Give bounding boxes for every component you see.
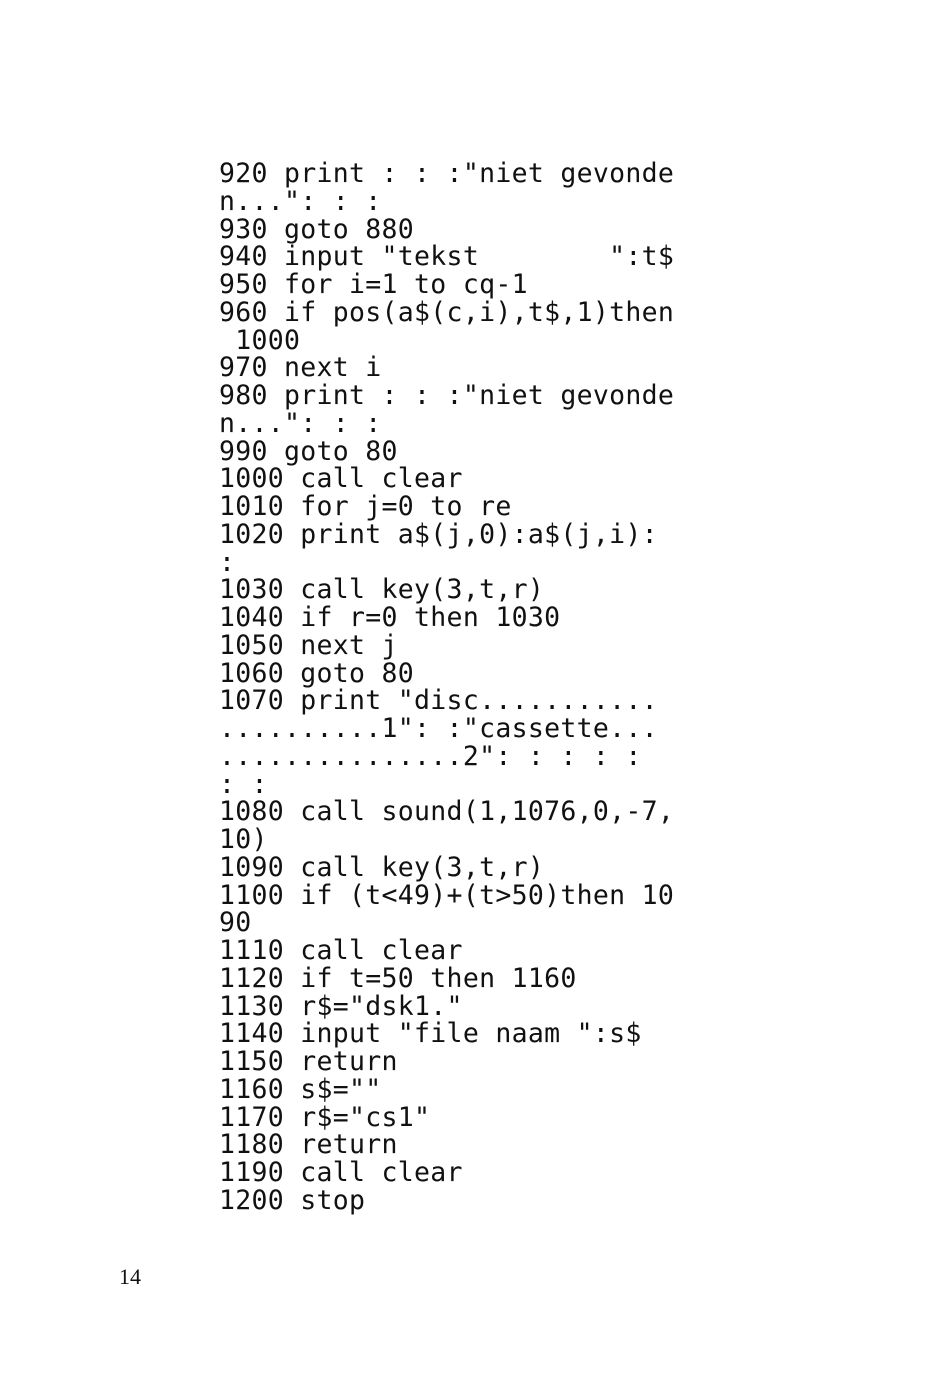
code-line: 920 print : : :"niet gevonde	[219, 158, 675, 189]
code-line: :	[219, 546, 236, 578]
code-line: 990 goto 80	[219, 435, 398, 467]
code-line: 1160 s$=""	[219, 1073, 382, 1105]
code-line: 1090 call key(3,t,r)	[219, 851, 545, 883]
code-line: 980 print : : :"niet gevonde	[219, 380, 675, 411]
code-line: 1060 goto 80	[219, 657, 415, 689]
code-line: 1050 next j	[219, 629, 398, 661]
code-line: 1130 r$="dsk1."	[219, 990, 463, 1022]
code-line: 970 next i	[219, 352, 382, 384]
code-line: 1140 input "file naam ":s$	[219, 1018, 642, 1050]
code-line: 950 for i=1 to cq-1	[219, 269, 528, 300]
code-line: 1150 return	[219, 1046, 398, 1077]
code-line: 930 goto 880	[219, 213, 415, 245]
code-line: 10)	[219, 824, 268, 855]
code-line: 1000	[219, 324, 301, 356]
code-line: 940 input "tekst ":t$	[219, 241, 675, 273]
code-line: 1170 r$="cs1"	[219, 1101, 431, 1133]
code-line: ..........1": :"cassette...	[219, 713, 658, 744]
code-line: 1070 print "disc...........	[219, 685, 658, 717]
page-number: 14	[119, 1264, 141, 1289]
code-line: 1190 call clear	[219, 1157, 463, 1188]
code-line: 90	[219, 907, 252, 939]
code-line: 1010 for j=0 to re	[219, 491, 512, 522]
basic-program-listing	[219, 160, 674, 1215]
code-line: 1080 call sound(1,1076,0,-7,	[219, 796, 675, 828]
code-line: ...............2": : : : :	[219, 740, 642, 772]
code-line: 1030 call key(3,t,r)	[219, 574, 545, 606]
code-line: : :	[219, 768, 268, 800]
code-line: 1100 if (t<49)+(t>50)then 10	[219, 879, 675, 911]
code-line: 1180 return	[219, 1129, 398, 1161]
code-line: 1200 stop	[219, 1184, 366, 1216]
code-line: 1040 if r=0 then 1030	[219, 602, 561, 633]
code-line: 1110 call clear	[219, 935, 463, 966]
code-line: 960 if pos(a$(c,i),t$,1)then	[219, 296, 675, 328]
code-line: 1020 print a$(j,0):a$(j,i):	[219, 518, 658, 550]
code-line: n...": : :	[219, 407, 382, 439]
code-line: 1120 if t=50 then 1160	[219, 962, 577, 994]
code-line: n...": : :	[219, 185, 382, 217]
code-line: 1000 call clear	[219, 463, 463, 495]
